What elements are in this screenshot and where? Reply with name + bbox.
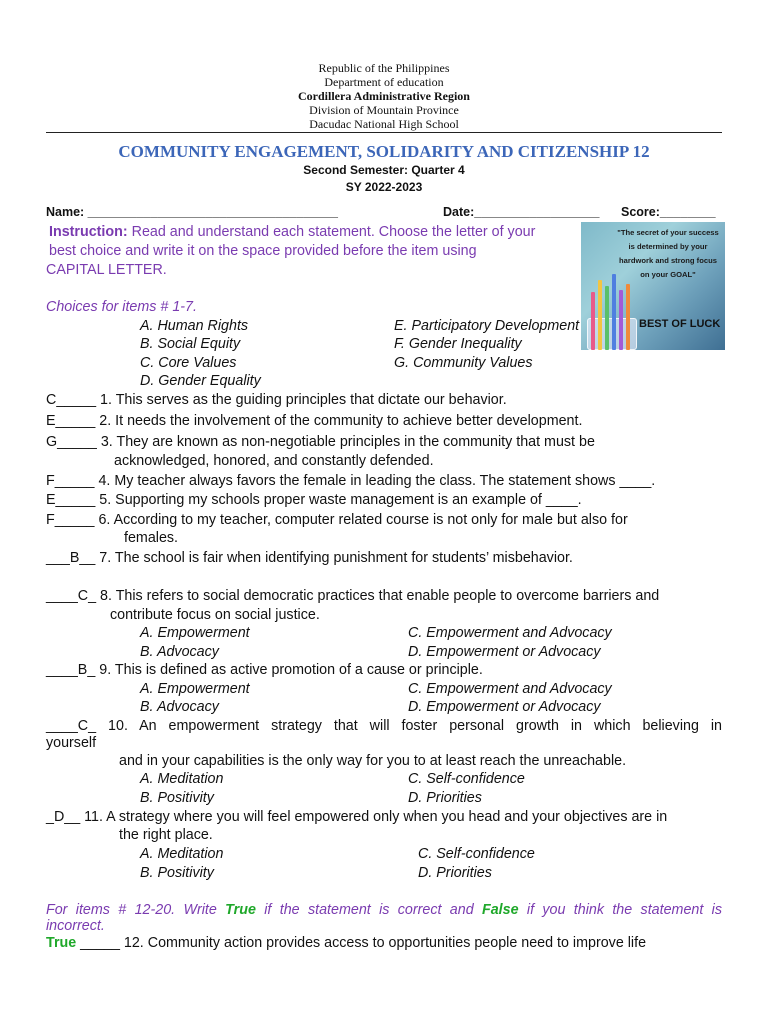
choice-a: A. Human Rights (140, 318, 249, 334)
item-3: G_____ 3. They are known as non-negotiable principles in the community that must be (46, 434, 595, 450)
pencil-graphic (605, 286, 609, 350)
item-12-answer: True (46, 935, 77, 951)
tf-instruction-part-1: For items # 12-20. Write (46, 902, 226, 918)
header-department: Department of education (324, 75, 444, 89)
item-12 (46, 934, 646, 952)
item-8: ____C_ 8. This refers to social democratic practices that enable people to overcome barriers and (46, 588, 660, 604)
header-region: Cordillera Administrative Region (298, 89, 470, 103)
item-11-option-a: A. Meditation (140, 846, 224, 862)
page-title: COMMUNITY ENGAGEMENT, SOLIDARITY AND CITIZENSHIP 12 (118, 142, 650, 161)
choices-label: Choices for items # 1-7. (46, 299, 197, 315)
header-republic: Republic of the Philippines (318, 61, 450, 75)
choice-g: G. Community Values (394, 355, 533, 371)
true-keyword: True (225, 902, 256, 918)
instruction-line-3: CAPITAL LETTER. (46, 262, 167, 278)
motivation-badge-image (581, 222, 725, 350)
item-9-option-c: C. Empowerment and Advocacy (408, 681, 612, 697)
item-8-continued: contribute focus on social justice. (110, 607, 320, 623)
item-4: F_____ 4. My teacher always favors the female in leading the class. The statement shows ____. (46, 473, 656, 489)
item-11: _D__ 11. A strategy where you will feel empowered only when you head and your objectives are in (46, 809, 668, 825)
item-10-option-d: D. Priorities (408, 790, 482, 806)
item-10-option-b: B. Positivity (140, 790, 214, 806)
item-11-continued: the right place. (119, 827, 213, 843)
name-field[interactable]: Name: ____________________________________ (46, 205, 338, 219)
item-2: E_____ 2. It needs the involvement of the community to achieve better development. (46, 413, 583, 429)
item-9: ____B_ 9. This is defined as active promotion of a cause or principle. (46, 662, 483, 678)
item-6-continued: females. (124, 530, 179, 546)
item-8-option-c: C. Empowerment and Advocacy (408, 625, 612, 641)
badge-quote: "The secret of your success is determined by your hardwork and strong focus on your GOAL" (617, 228, 719, 279)
instruction-label: Instruction: (49, 224, 128, 240)
tf-instruction-continued: incorrect. (46, 918, 105, 934)
instruction-text-1: Read and understand each statement. Choose the letter of your (127, 224, 536, 240)
item-9-option-b: B. Advocacy (140, 699, 219, 715)
pencil-graphic (626, 284, 630, 350)
item-8-option-b: B. Advocacy (140, 644, 219, 660)
tf-instruction-part-2: if the statement is correct and (255, 902, 482, 918)
item-1: C_____ 1. This serves as the guiding principles that dictate our behavior. (46, 392, 507, 408)
choice-f: F. Gender Inequality (394, 336, 522, 352)
item-11-option-b: B. Positivity (140, 865, 214, 881)
item-3-continued: acknowledged, honored, and constantly defended. (114, 453, 434, 469)
school-year-label: SY 2022-2023 (345, 180, 423, 194)
item-5: E_____ 5. Supporting my schools proper waste management is an example of ____. (46, 492, 582, 508)
item-9-option-a: A. Empowerment (140, 681, 250, 697)
pencil-graphic (598, 280, 602, 350)
instruction-line-2: best choice and write it on the space provided before the item using (49, 243, 477, 259)
date-field[interactable]: Date:__________________ (443, 205, 600, 219)
header-school: Dacudac National High School (309, 117, 459, 131)
choice-d: D. Gender Equality (140, 373, 261, 389)
header-divider (46, 132, 722, 133)
pencil-graphic (612, 274, 616, 350)
score-field[interactable]: Score:________ (621, 205, 716, 219)
false-keyword: False (482, 902, 519, 918)
item-10-continued: yourself (46, 735, 97, 751)
pencil-graphic (619, 290, 623, 350)
item-11-option-c: C. Self-confidence (418, 846, 535, 862)
item-8-option-d: D. Empowerment or Advocacy (408, 644, 601, 660)
item-6: F_____ 6. According to my teacher, computer related course is not only for male but also for (46, 512, 628, 528)
item-8-option-a: A. Empowerment (140, 625, 250, 641)
tf-instruction (46, 901, 722, 919)
tf-instruction-part-3: if you think the statement is (518, 902, 723, 918)
item-12-text: _____ 12. Community action provides access to opportunities people need to improve life (76, 935, 647, 951)
badge-best-of-luck: BEST OF LUCK (639, 318, 721, 330)
item-11-option-d: D. Priorities (418, 865, 492, 881)
semester-label: Second Semester: Quarter 4 (303, 163, 465, 177)
choice-c: C. Core Values (140, 355, 237, 371)
choice-e: E. Participatory Development (394, 318, 580, 334)
header-division: Division of Mountain Province (309, 103, 459, 117)
item-9-option-d: D. Empowerment or Advocacy (408, 699, 601, 715)
instruction-line-1 (49, 223, 535, 241)
item-10: ____C_ 10. An empowerment strategy that will foster personal growth in which believing in (46, 718, 722, 734)
item-10-option-c: C. Self-confidence (408, 771, 525, 787)
choice-b: B. Social Equity (140, 336, 241, 352)
pencil-graphic (591, 292, 595, 350)
item-10-option-a: A. Meditation (140, 771, 224, 787)
item-7: ___B__ 7. The school is fair when identifying punishment for students’ misbehavior. (46, 550, 573, 566)
item-10-continued-2: and in your capabilities is the only way for you to at least reach the unreachable. (119, 753, 627, 769)
